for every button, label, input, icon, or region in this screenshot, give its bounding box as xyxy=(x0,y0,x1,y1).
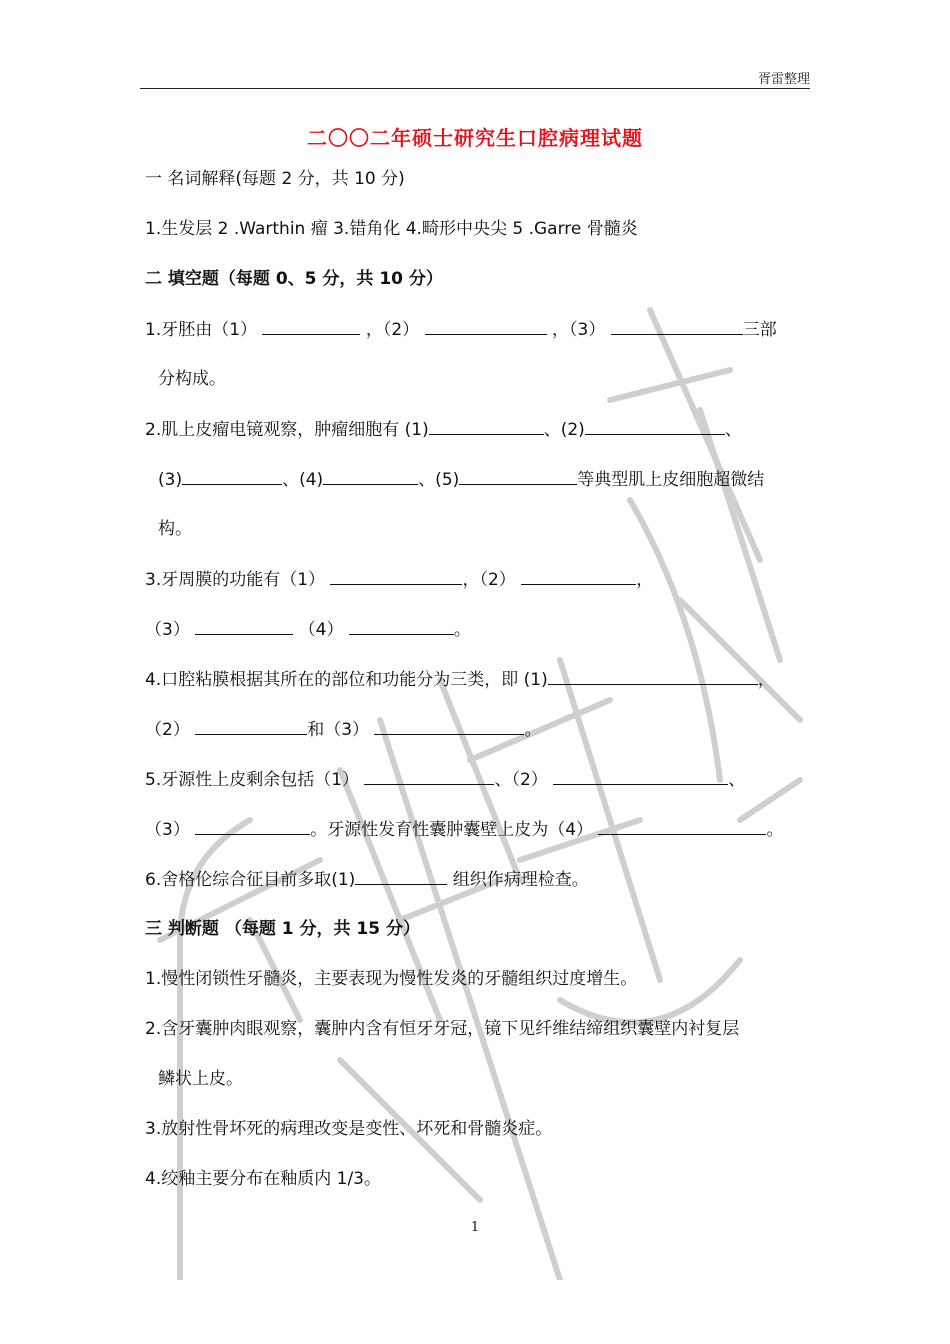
question-2-2-cont xyxy=(158,468,764,491)
question-2-5-cont xyxy=(145,818,783,841)
section-1-items: 1.生发层 2 .Warthin 瘤 3.错角化 4.畸形中央尖 5 .Garre 骨髓炎 xyxy=(145,219,638,239)
q-text: 、 xyxy=(724,420,742,440)
question-2-1-cont: 分构成。 xyxy=(158,369,226,389)
q-text: 5.牙源性上皮剩余包括（1） xyxy=(145,770,360,790)
blank-field[interactable] xyxy=(611,318,743,335)
blank-field[interactable] xyxy=(323,468,418,485)
q-text: （3） xyxy=(145,620,190,640)
section-3-heading: 三 判断题 （每题 1 分，共 15 分） xyxy=(145,919,420,939)
blank-field[interactable] xyxy=(429,418,544,435)
question-2-3-cont xyxy=(145,618,471,641)
page-header: 胥雷整理 xyxy=(757,72,810,87)
blank-field[interactable] xyxy=(459,468,577,485)
q-text: 。 xyxy=(766,820,784,840)
question-2-6 xyxy=(145,868,589,891)
blank-field[interactable] xyxy=(374,718,524,735)
blank-field[interactable] xyxy=(598,818,766,835)
q-text: （2） xyxy=(145,720,190,740)
q-text: ，（2） xyxy=(462,570,516,590)
q-text: (3) xyxy=(158,470,183,490)
header-rule xyxy=(140,88,810,89)
q-text: 和（3） xyxy=(307,720,370,740)
question-2-1 xyxy=(145,318,777,341)
q-text: 、(5) xyxy=(418,470,460,490)
question-2-2 xyxy=(145,418,742,441)
question-2-2-end: 构。 xyxy=(158,519,192,539)
q-text: （4） xyxy=(298,620,344,640)
q-text: 。 xyxy=(524,720,542,740)
blank-field[interactable] xyxy=(585,418,725,435)
q-text: 。 xyxy=(453,620,471,640)
blank-field[interactable] xyxy=(182,468,282,485)
blank-field[interactable] xyxy=(195,718,307,735)
q-text: ，（2） xyxy=(365,320,420,340)
blank-field[interactable] xyxy=(262,318,360,335)
q-text: 三部 xyxy=(742,320,777,340)
q-text: 、(4) xyxy=(282,470,324,490)
question-3-4: 4.绞釉主要分布在釉质内 1/3。 xyxy=(145,1169,381,1189)
q-text: 1.牙胚由（1） xyxy=(145,320,258,340)
question-2-3 xyxy=(145,568,653,591)
blank-field[interactable] xyxy=(548,668,758,685)
page-number: 1 xyxy=(470,1220,480,1235)
question-3-2-cont: 鳞状上皮。 xyxy=(158,1069,243,1089)
blank-field[interactable] xyxy=(355,868,447,885)
q-text: （3） xyxy=(145,820,190,840)
q-text: 3.牙周膜的功能有（1） xyxy=(145,570,326,590)
question-3-3: 3.放射性骨坏死的病理改变是变性、坏死和骨髓炎症。 xyxy=(145,1119,553,1139)
q-text: 4.口腔粘膜根据其所在的部位和功能分为三类，即 (1) xyxy=(145,670,548,690)
question-3-2: 2.含牙囊肿肉眼观察，囊肿内含有恒牙牙冠，镜下见纤维结缔组织囊壁内衬复层 xyxy=(145,1019,740,1039)
q-text: 2.肌上皮瘤电镜观察，肿瘤细胞有 (1) xyxy=(145,420,429,440)
blank-field[interactable] xyxy=(195,618,293,635)
q-text: 、 xyxy=(728,770,746,790)
q-text: ， xyxy=(757,670,775,690)
blank-field[interactable] xyxy=(521,568,636,585)
question-2-4 xyxy=(145,668,775,691)
q-text: 、（2） xyxy=(494,770,548,790)
blank-field[interactable] xyxy=(349,618,454,635)
question-2-5 xyxy=(145,768,745,791)
page-title: 二〇〇二年硕士研究生口腔病理试题 xyxy=(307,126,643,150)
section-1-heading: 一 名词解释(每题 2 分，共 10 分) xyxy=(145,169,405,189)
question-2-4-cont xyxy=(145,718,541,741)
q-text: 、(2) xyxy=(543,420,585,440)
q-text: 等典型肌上皮细胞超微结 xyxy=(577,470,765,490)
blank-field[interactable] xyxy=(364,768,494,785)
blank-field[interactable] xyxy=(425,318,547,335)
section-2-heading: 二 填空题（每题 0、5 分，共 10 分） xyxy=(145,269,443,289)
q-text: 。牙源性发育性囊肿囊壁上皮为（4） xyxy=(310,820,594,840)
q-text: ，（3） xyxy=(552,320,606,340)
question-3-1: 1.慢性闭锁性牙髓炎，主要表现为慢性发炎的牙髓组织过度增生。 xyxy=(145,969,638,989)
blank-field[interactable] xyxy=(330,568,462,585)
blank-field[interactable] xyxy=(553,768,728,785)
q-text: ， xyxy=(636,570,654,590)
q-text: 6.舍格伦综合征目前多取(1) xyxy=(145,870,356,890)
q-text: 组织作病理检查。 xyxy=(452,870,589,890)
blank-field[interactable] xyxy=(195,818,310,835)
